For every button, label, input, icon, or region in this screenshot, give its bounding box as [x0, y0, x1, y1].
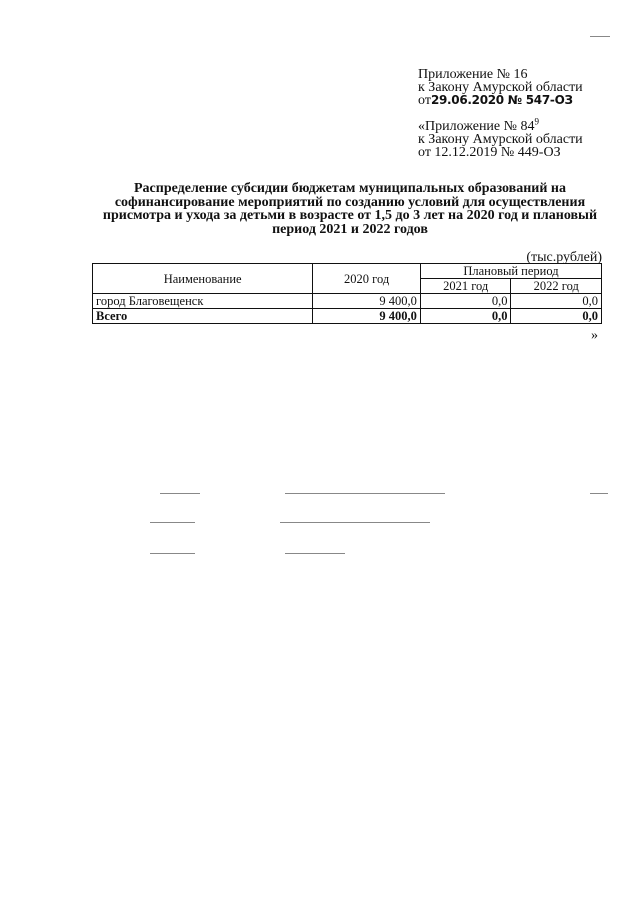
appendix-superscript: 9 [534, 116, 539, 127]
appendix-date-line [418, 94, 583, 107]
row-name: город Благовещенск [93, 294, 313, 309]
scan-artifact [590, 36, 610, 37]
original-law-date: от 12.12.2019 № 449-ОЗ [418, 145, 561, 160]
total-name: Всего [93, 309, 313, 324]
document-title: Распределение субсидии бюджетам муниципальных образований на софинансирование мероприятий по созданию условий для осуществления присмотра и ухода за детьми в возрасте от 1,5 до 3 лет на 2020 год и плановый период 2021 и 2022 годов [102, 181, 598, 237]
header-2021: 2021 год [420, 279, 511, 294]
row-2020: 9 400,0 [313, 294, 421, 309]
scan-artifact [280, 522, 430, 523]
original-law-reference: к Закону Амурской области [418, 132, 583, 147]
row-2021: 0,0 [420, 294, 511, 309]
scan-artifact [590, 493, 608, 494]
header-2022: 2022 год [511, 279, 602, 294]
table-row [93, 294, 602, 309]
original-appendix-number: «Приложение № $84^9$ [418, 116, 539, 134]
table-header-row [93, 264, 602, 279]
total-2022: 0,0 [511, 309, 602, 324]
total-2020: 9 400,0 [313, 309, 421, 324]
scan-artifact [150, 522, 195, 523]
appendix-number: Приложение № 16 [418, 67, 528, 82]
handwritten-date: 29.06.2020 № 547-ОЗ [430, 93, 573, 107]
header-2020: 2020 год [313, 264, 421, 294]
scan-artifact [285, 553, 345, 554]
appendix-current-header [418, 68, 583, 107]
header-name: Наименование [93, 264, 313, 294]
closing-quote: » [591, 328, 598, 343]
scan-artifact [150, 553, 195, 554]
table-total-row [93, 309, 602, 324]
subsidy-table [92, 263, 602, 324]
units-label: (тыс.рублей) [526, 250, 602, 265]
total-2021: 0,0 [420, 309, 511, 324]
header-planning-period: Плановый период [420, 264, 601, 279]
scan-artifact [160, 493, 200, 494]
row-2022: 0,0 [511, 294, 602, 309]
date-prefix: от [418, 93, 431, 108]
appendix-original-header [418, 116, 583, 160]
appendix-law-reference: к Закону Амурской области [418, 80, 583, 95]
scan-artifact [285, 493, 445, 494]
